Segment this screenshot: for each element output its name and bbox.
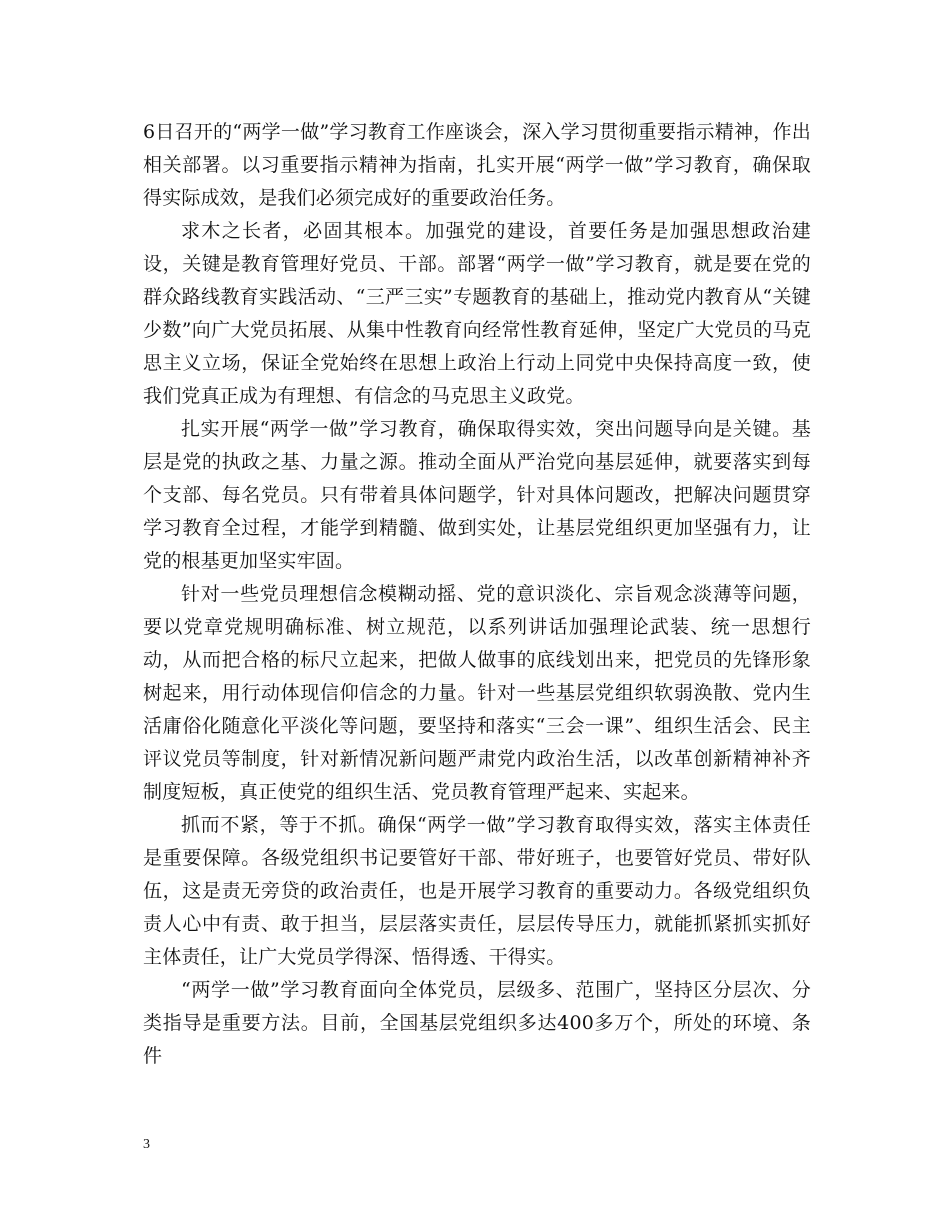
- document-body: [143, 116, 811, 1073]
- paragraph-1: 6日召开的“两学一做”学习教育工作座谈会，深入学习贯彻重要指示精神，作出相关部署。以习重要指示精神为指南，扎实开展“两学一做”学习教育，确保取得实际成效，是我们必须完成好的重要政治任务。: [143, 121, 811, 209]
- paragraph-3: 扎实开展“两学一做”学习教育，确保取得实效，突出问题导向是关键。基层是党的执政之基、力量之源。推动全面从严治党向基层延伸，就要落实到每个支部、每名党员。只有带着具体问题学，针对具体问题改，把解决问题贯穿学习教育全过程，才能学到精髓、做到实处，让基层党组织更加坚强有力，让党的根基更加坚实牢固。: [143, 418, 811, 572]
- paragraph-2: 求木之长者，必固其根本。加强党的建设，首要任务是加强思想政治建设，关键是教育管理好党员、干部。部署“两学一做”学习教育，就是要在党的群众路线教育实践活动、“三严三实”专题教育的基础上，推动党内教育从“关键少数”向广大党员拓展、从集中性教育向经常性教育延伸，坚定广大党员的马克思主义立场，保证全党始终在思想上政治上行动上同党中央保持高度一致，使我们党真正成为有理想、有信念的马克思主义政党。: [143, 220, 811, 407]
- paragraph-4: 针对一些党员理想信念模糊动摇、党的意识淡化、宗旨观念淡薄等问题，要以党章党规明确标准、树立规范，以系列讲话加强理论武装、统一思想行动，从而把合格的标尺立起来，把做人做事的底线划出来，把党员的先锋形象树起来，用行动体现信仰信念的力量。针对一些基层党组织软弱涣散、党内生活庸俗化随意化平淡化等问题，要坚持和落实“三会一课”、组织生活会、民主评议党员等制度，针对新情况新问题严肃党内政治生活，以改革创新精神补齐制度短板，真正使党的组织生活、党员教育管理严起来、实起来。: [143, 583, 811, 803]
- paragraph-5: 抓而不紧，等于不抓。确保“两学一做”学习教育取得实效，落实主体责任是重要保障。各级党组织书记要管好干部、带好班子，也要管好党员、带好队伍，这是责无旁贷的政治责任，也是开展学习教育的重要动力。各级党组织负责人心中有责、敢于担当，层层落实责任，层层传导压力，就能抓紧抓实抓好主体责任，让广大党员学得深、悟得透、干得实。: [143, 814, 811, 968]
- paragraph-6: “两学一做”学习教育面向全体党员，层级多、范围广，坚持区分层次、分类指导是重要方法。目前，全国基层党组织多达400多万个，所处的环境、条件: [143, 979, 811, 1067]
- page-number: 3: [143, 1137, 150, 1152]
